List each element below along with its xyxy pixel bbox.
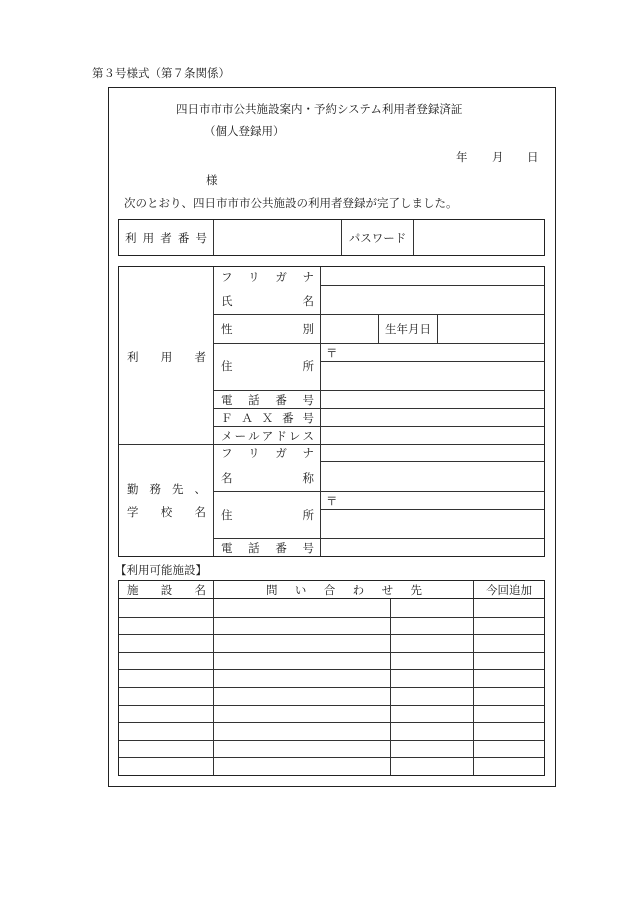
table-row-divider (119, 740, 544, 741)
label-char: メ (221, 428, 233, 443)
facilities-table (118, 580, 545, 776)
user-postal-mark: 〒 (326, 345, 338, 360)
label-char: 号 (302, 392, 314, 407)
col-added-header: 今回追加 (486, 582, 532, 597)
user-email-label (221, 427, 314, 444)
facilities-heading: 【利用可能施設】 (115, 563, 207, 577)
label-char: フ (221, 446, 233, 460)
user-phone-label (221, 391, 314, 408)
notice-text: 次のとおり、四日市市市公共施設の利用者登録が完了しました。 (124, 196, 458, 210)
label-char: 名 (194, 582, 206, 597)
form-number: 第３号様式（第７条関係） (92, 66, 230, 80)
label-char: 合 (323, 582, 336, 597)
user-address-label (221, 356, 314, 376)
user-name-label (221, 292, 314, 309)
label-char: 番 (275, 392, 287, 407)
label-char: Ａ (241, 410, 253, 425)
col-contact-header (266, 581, 422, 598)
label-char: い (294, 582, 307, 597)
workplace-section-label-1 (127, 480, 206, 498)
label-char: 番 (282, 410, 294, 425)
label-char: 利 (125, 230, 137, 245)
label-char: ド (275, 428, 287, 443)
label-char: 別 (302, 322, 314, 336)
label-char: せ (381, 582, 394, 597)
label-char: 先 (410, 582, 422, 597)
label-char: 者 (194, 350, 206, 364)
label-char: ス (302, 428, 314, 443)
label-char: ガ (275, 269, 287, 284)
table-row-divider (119, 687, 544, 688)
label-char: 名 (302, 293, 314, 308)
label-char: わ (352, 582, 365, 597)
label-char: Ｆ (221, 410, 233, 425)
label-char: 名 (194, 505, 206, 519)
label-char: ー (234, 428, 247, 443)
user-section-label (127, 348, 206, 366)
table-row-divider (119, 705, 544, 706)
label-char: 氏 (221, 293, 233, 308)
label-char: ナ (302, 446, 314, 460)
label-char: 用 (160, 350, 173, 364)
label-char: 所 (302, 359, 314, 373)
workplace-phone-label (221, 539, 314, 556)
label-char: 番 (275, 540, 287, 555)
label-char: 勤 (127, 482, 139, 496)
date-day-label: 日 (527, 150, 539, 164)
user-furigana-label (221, 268, 314, 285)
workplace-section-label-2 (127, 503, 206, 521)
label-char: 住 (221, 359, 233, 373)
user-fax-label (221, 409, 314, 426)
label-char: ナ (302, 269, 314, 284)
label-char: Ｘ (261, 410, 274, 425)
page-title: 四日市市市公共施設案内・予約システム利用者登録済証 (176, 102, 463, 116)
label-char: 施 (127, 582, 139, 597)
label-char: 設 (160, 582, 173, 597)
sama-label: 様 (206, 173, 218, 187)
label-char: 問 (266, 582, 278, 597)
label-char: 務 (149, 482, 161, 496)
password-field[interactable] (414, 220, 544, 255)
table-row-divider (119, 634, 544, 635)
label-char: ル (248, 428, 260, 443)
label-char: 番 (177, 230, 190, 245)
label-char: フ (221, 269, 233, 284)
label-char: 話 (248, 540, 260, 555)
workplace-name-label (221, 468, 314, 488)
password-label: パスワード (348, 230, 407, 245)
label-char: 名 (221, 471, 233, 485)
label-char: 称 (302, 471, 314, 485)
date-month-label: 月 (492, 150, 504, 164)
table-row-divider (119, 669, 544, 670)
workplace-postal-mark: 〒 (326, 493, 338, 508)
label-char: 、 (194, 482, 206, 496)
label-char: レ (288, 428, 301, 443)
label-char: 号 (302, 540, 314, 555)
label-char: 利 (127, 350, 139, 364)
workplace-address-label (221, 505, 314, 525)
label-char: 号 (195, 230, 207, 245)
label-char: ガ (275, 446, 287, 460)
label-char: 号 (302, 410, 314, 425)
col-facility-header (127, 581, 206, 598)
label-char: 用 (142, 230, 155, 245)
label-char: 電 (221, 540, 233, 555)
label-char: 先 (172, 482, 184, 496)
user-number-field[interactable] (214, 220, 340, 255)
label-char: 話 (248, 392, 260, 407)
user-birthdate-label: 生年月日 (385, 322, 431, 336)
label-char: 住 (221, 508, 233, 522)
date-year-label: 年 (456, 150, 468, 164)
table-row-divider (119, 617, 544, 618)
subtitle: （個人登録用） (204, 124, 285, 138)
workplace-furigana-label (221, 445, 314, 461)
label-char: リ (248, 446, 260, 460)
table-row-divider (119, 757, 544, 758)
label-char: 者 (160, 230, 172, 245)
label-char: 学 (127, 505, 139, 519)
user-gender-label (221, 315, 314, 343)
label-char: 校 (160, 505, 173, 519)
table-row-divider (119, 652, 544, 653)
label-char: リ (248, 269, 260, 284)
user-number-label (125, 220, 207, 255)
table-row-divider (119, 722, 544, 723)
label-char: 所 (302, 508, 314, 522)
label-char: 電 (221, 392, 233, 407)
label-char: 性 (221, 322, 233, 336)
label-char: ア (261, 428, 274, 443)
